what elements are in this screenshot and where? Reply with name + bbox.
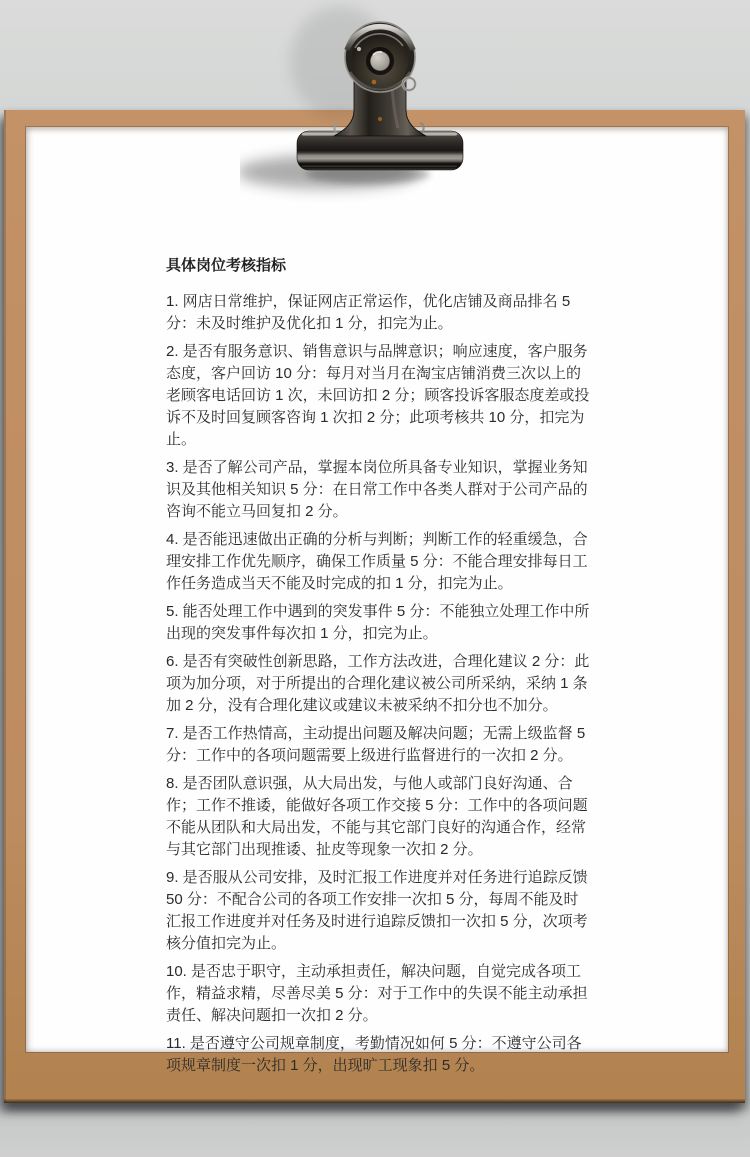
assessment-item-5: 5. 能否处理工作中遇到的突发事件 5 分：不能独立处理工作中所出现的突发事件每次扣 1 分，扣完为止。	[166, 603, 590, 642]
assessment-item-8: 8. 是否团队意识强，从大局出发，与他人或部门良好沟通、合作；工作不推诿，能做好各项工作交接 5 分：工作中的各项问题不能从团队和大局出发，不能与其它部门良好的沟通合作，经常与其它部门出现推诿、扯皮等现象一次扣 2 分。	[166, 775, 588, 858]
assessment-item-3: 3. 是否了解公司产品，掌握本岗位所具备专业知识，掌握业务知识及其他相关知识 5 分：在日常工作中各类人群对于公司产品的咨询不能立马回复扣 2 分。	[166, 459, 588, 520]
assessment-item-6: 6. 是否有突破性创新思路，工作方法改进，合理化建议 2 分：此项为加分项，对于所提出的合理化建议被公司所采纳，采纳 1 条加 2 分，没有合理化建议或建议未被采纳不扣分也不加分。	[166, 653, 590, 714]
document-title: 具体岗位考核指标	[166, 257, 287, 274]
assessment-item-11: 11. 是否遵守公司规章制度，考勤情况如何 5 分：不遵守公司各项规章制度一次扣 1 分，出现旷工现象扣 5 分。	[166, 1035, 582, 1074]
assessment-item-1: 1. 网店日常维护，保证网店正常运作，优化店铺及商品排名 5 分：未及时维护及优化扣 1 分，扣完为止。	[166, 293, 571, 332]
assessment-item-10: 10. 是否忠于职守，主动承担责任，解决问题，自觉完成各项工作，精益求精，尽善尽美 5 分：对于工作中的失误不能主动承担责任、解决问题扣一次扣 2 分。	[166, 963, 588, 1024]
paper-sheet	[26, 127, 728, 1074]
assessment-item-4: 4. 是否能迅速做出正确的分析与判断；判断工作的轻重缓急，合理安排工作优先顺序，确保工作质量 5 分：不能合理安排每日工作任务造成当天不能及时完成的扣 1 分，扣完为止。	[166, 531, 588, 592]
assessment-item-7: 7. 是否工作热情高，主动提出问题及解决问题；无需上级监督 5 分：工作中的各项问题需要上级进行监督进行的一次扣 2 分。	[166, 725, 586, 764]
assessment-item-9: 9. 是否服从公司安排，及时汇报工作进度并对任务进行追踪反馈 50 分：不配合公司的各项工作安排一次扣 5 分，每周不能及时汇报工作进度并对任务及时进行追踪反馈扣一次扣 5 分，次项考核分值扣完为止。	[166, 869, 588, 952]
binder-clip-icon	[240, 0, 500, 212]
document-content	[166, 255, 590, 1083]
assessment-item-2: 2. 是否有服务意识、销售意识与品牌意识；响应速度，客户服务态度，客户回访 10 分：每月对当月在淘宝店铺消费三次以上的老顾客电话回访 1 次，未回访扣 2 分；顾客投诉客服态度差或投诉不及时回复顾客咨询 1 次扣 2 分；此项考核共 10 分，扣完为止。	[166, 343, 590, 448]
